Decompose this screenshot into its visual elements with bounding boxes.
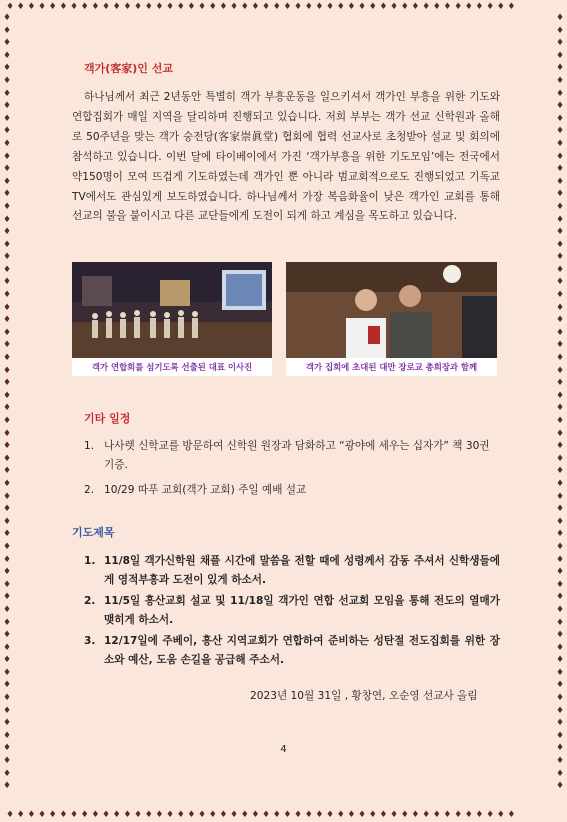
- list-item: 3. 12/17일에 주베이, 흥산 지역교회가 연합하여 준비하는 성탄절 전도집회를 위한 장소와 예산, 도움 손길을 공급해 주소서.: [84, 635, 500, 666]
- list-item: 1. 나사렛 신학교를 방문하여 신학원 원장과 담화하고 “광야에 세우는 십자가” 책 30권 기증.: [84, 440, 490, 471]
- photo-presbyterian-moderator-caption: 객가 집회에 초대된 대만 장로교 총회장과 함께: [286, 358, 497, 376]
- decorative-border-left: ♦♦♦♦♦♦♦♦♦♦♦♦♦♦♦♦♦♦♦♦♦♦♦♦♦♦♦♦♦♦♦♦♦♦♦♦♦♦♦♦♦♦♦♦♦♦♦♦♦♦♦♦♦♦♦♦♦♦♦♦♦♦: [3, 13, 11, 792]
- photo-presbyterian-moderator: [286, 262, 497, 358]
- list-item: 2. 11/5일 흥산교회 설교 및 11/18일 객가인 연합 선교회 모임을 통해 전도의 열매가 맺히게 하소서.: [84, 595, 500, 626]
- page-number: 4: [280, 744, 287, 755]
- section-title-other-schedule: 기타 일정: [84, 412, 131, 425]
- section-title-prayer-requests: 기도제목: [72, 526, 115, 539]
- decorative-border-bottom: ♦♦♦♦♦♦♦♦♦♦♦♦♦♦♦♦♦♦♦♦♦♦♦♦♦♦♦♦♦♦♦♦♦♦♦♦♦♦♦♦♦♦♦♦♦♦♦♦: [6, 810, 519, 820]
- photo-hakka-board: [72, 262, 272, 358]
- hakka-mission-paragraph: 하나님께서 최근 2년동안 특별히 객가 부흥운동을 일으키셔서 객가인 부흥을 위한 기도와 연합집회가 매일 지역을 달리하며 진행되고 있습니다. 저희 부부는 객가 선교 신학원과 올해로 50주년을 맞는 객가 숭전당(客家崇眞堂) 협회에 협력 선교사로 초청받아 설교 및 회의에 참석하고 있습니다. 이번 달에 타이베이에서 가진 ‘객가부흥을 위한 기도모임’에는 전국에서 약150명이 모여 뜨겁게 기도하였는데 객가인 뿐 아니라 범교회적으로도 진행되었고 기독교 TV에서도 관심있게 보도하였습니다. 하나님께서 가장 복음화율이 낮은 객가인 교회를 통해 선교의 불을 붙이시고 다른 교단들에게 도전이 되게 하고 계심을 목도하고 있습니다.: [72, 91, 500, 223]
- decorative-border-top: ♦♦♦♦♦♦♦♦♦♦♦♦♦♦♦♦♦♦♦♦♦♦♦♦♦♦♦♦♦♦♦♦♦♦♦♦♦♦♦♦♦♦♦♦♦♦♦♦: [6, 2, 519, 12]
- list-item: 1. 11/8일 객가신학원 채플 시간에 말씀을 전할 때에 성령께서 감동 주셔서 신학생들에게 영적부흥과 도전이 있게 하소서.: [84, 555, 500, 586]
- section-title-hakka-mission: 객가(客家)인 선교: [84, 62, 174, 75]
- other-schedule-list: [84, 437, 500, 500]
- prayer-requests-list: [84, 552, 500, 672]
- photo-hakka-board-caption: 객가 연합회를 섬기도록 선출된 대표 이사진: [72, 358, 272, 376]
- decorative-border-right: ♦♦♦♦♦♦♦♦♦♦♦♦♦♦♦♦♦♦♦♦♦♦♦♦♦♦♦♦♦♦♦♦♦♦♦♦♦♦♦♦♦♦♦♦♦♦♦♦♦♦♦♦♦♦♦♦♦♦♦♦♦♦: [556, 13, 564, 792]
- signature-line: 2023년 10월 31일 , 황창연, 오순영 선교사 올림: [250, 690, 478, 702]
- list-item: 2. 10/29 따푸 교회(객가 교회) 주일 예배 설교: [84, 484, 307, 496]
